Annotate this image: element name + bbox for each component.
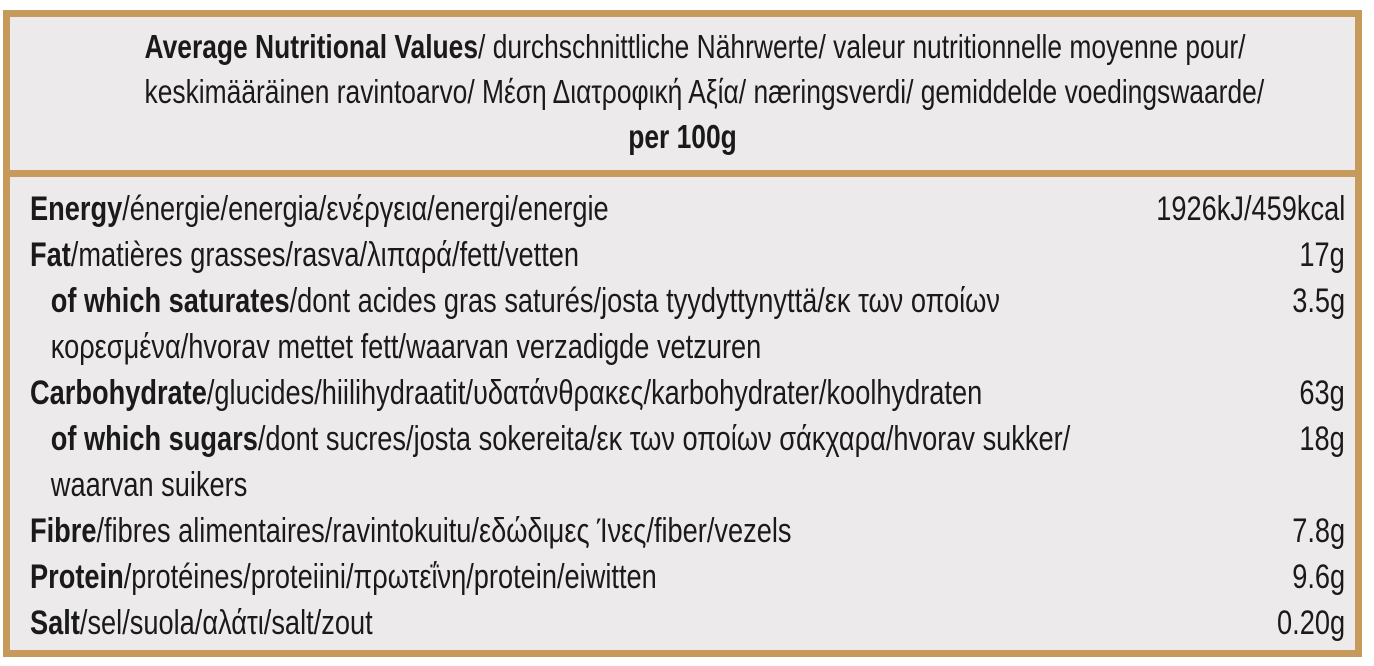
row-value: 7.8g xyxy=(1292,512,1345,550)
row-translations: /fibres alimentaires/ravintokuitu/εδώδιμες Ίνες/fiber/vezels xyxy=(96,512,792,550)
row-value: 17g xyxy=(1299,236,1345,274)
header-line-2: keskimääräinen ravintoarvo/ Μέση Διατροφική Αξία/ næringsverdi/ gemiddelde voedingswaarde/ xyxy=(144,73,1265,110)
row-translations: /glucides/hiilihydraatit/υδατάνθρακες/karbohydrater/koolhydraten xyxy=(206,374,983,412)
row-translations: /sel/suola/αλάτι/salt/zout xyxy=(79,604,373,642)
row-term: Salt xyxy=(30,604,80,642)
table-row xyxy=(30,324,1345,370)
nutrition-table xyxy=(10,177,1355,650)
row-translations: /dont sucres/josta sokereita/εκ των οποίων σάκχαρα/hvorav sukker/ xyxy=(257,420,1071,458)
row-label xyxy=(30,554,657,600)
row-label xyxy=(30,186,609,232)
row-label xyxy=(30,324,761,370)
row-label xyxy=(30,278,1000,324)
nutrition-label xyxy=(3,10,1362,657)
serving-size-text: per 100g xyxy=(628,118,737,155)
row-translations: /matières grasses/rasva/λιπαρά/fett/vetten xyxy=(70,236,580,274)
label-header xyxy=(10,17,1355,170)
table-row xyxy=(30,508,1345,554)
row-term: Fibre xyxy=(30,512,97,550)
header-line-1-translations: / durchschnittliche Nährwerte/ valeur nutritionnelle moyenne pour/ xyxy=(478,28,1246,65)
header-body-divider xyxy=(10,170,1355,177)
header-serving-size xyxy=(145,114,1221,159)
row-term: of which saturates xyxy=(50,282,290,320)
row-value: 63g xyxy=(1299,374,1345,412)
row-translations: /énergie/energia/ενέργεια/energi/energie xyxy=(122,190,609,228)
row-label xyxy=(30,416,1070,462)
table-row xyxy=(30,278,1345,324)
table-row xyxy=(30,600,1345,646)
row-term: Energy xyxy=(30,190,123,228)
row-value: 0.20g xyxy=(1276,604,1345,642)
header-title: Average Nutritional Values xyxy=(144,28,479,65)
row-translations: waarvan suikers xyxy=(50,466,248,504)
table-row xyxy=(30,232,1345,278)
row-value: 1926kJ/459kcal xyxy=(1155,190,1345,228)
row-label xyxy=(30,462,247,508)
table-row xyxy=(30,462,1345,508)
table-row xyxy=(30,186,1345,232)
table-row xyxy=(30,416,1345,462)
row-label xyxy=(30,232,579,278)
table-row xyxy=(30,370,1345,416)
row-value: 9.6g xyxy=(1292,558,1345,596)
row-value: 3.5g xyxy=(1292,282,1345,320)
header-line-1 xyxy=(144,24,1246,69)
row-label xyxy=(30,370,982,416)
row-translations: κορεσμένα/hvorav mettet fett/waarvan verzadigde vetzuren xyxy=(50,328,762,366)
row-term: Carbohydrate xyxy=(30,374,207,412)
row-translations: /protéines/proteiini/πρωτεΐνη/protein/eiwitten xyxy=(123,558,657,596)
row-value: 18g xyxy=(1299,420,1345,458)
table-row xyxy=(30,554,1345,600)
row-term: Fat xyxy=(30,236,71,274)
row-term: of which sugars xyxy=(50,420,258,458)
row-label xyxy=(30,600,373,646)
row-label xyxy=(30,508,792,554)
row-translations: /dont acides gras saturés/josta tyydyttynyttä/εκ των οποίων xyxy=(289,282,1000,320)
row-term: Protein xyxy=(30,558,124,596)
